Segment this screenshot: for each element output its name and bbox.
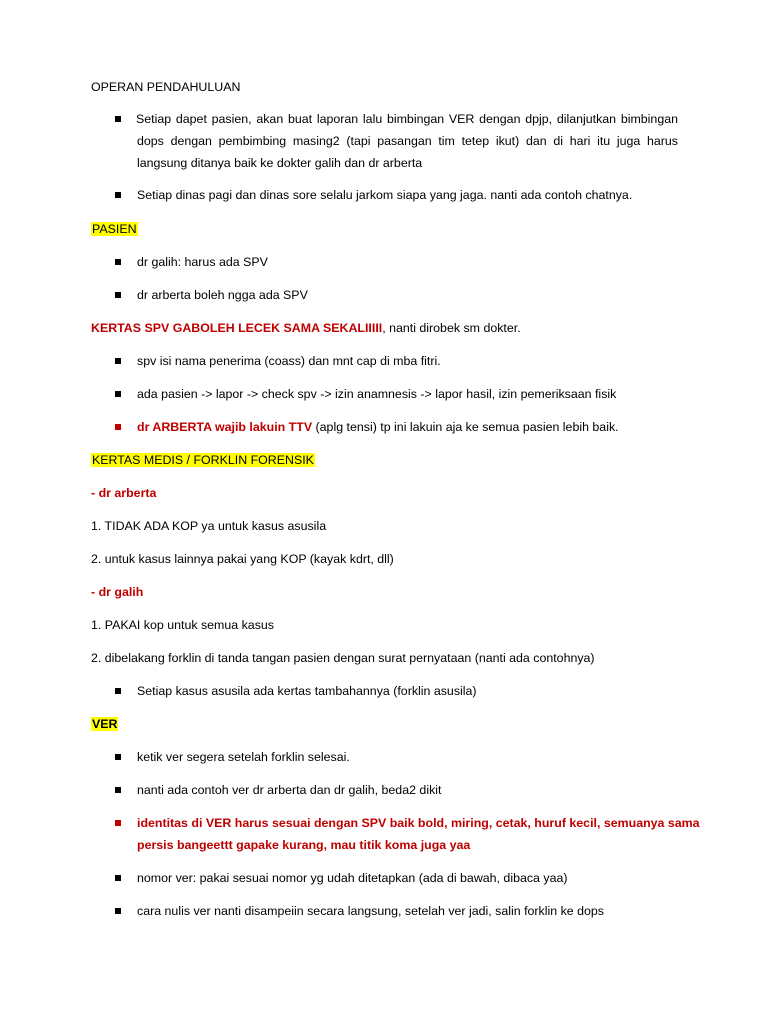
bullet-marker (115, 424, 121, 430)
section-heading-ver (91, 716, 118, 732)
kertas-spv-warning-rest: , nanti dirobek sm dokter. (382, 321, 521, 335)
kertas-spv-ttv (137, 419, 619, 435)
ver-item-identitas-line-1: identitas di VER harus sesuai dengan SPV baik bold, miring, cetak, huruf kecil, semuanya sama (137, 816, 700, 830)
intro-bullet-1-line-2: dops dengan pembimbing masing2 (tapi pasangan tim tetep ikut) dan di hari itu juga harus (137, 134, 678, 148)
galih-item: 1. PAKAI kop untuk semua kasus (91, 618, 274, 632)
ttv-red-text: dr ARBERTA wajib lakuin TTV (137, 420, 313, 434)
ver-item: ketik ver segera setelah forklin selesai. (137, 750, 350, 764)
intro-bullet-1-line-1: Setiap dapet pasien, akan buat laporan lalu bimbingan VER dengan dpjp, dilanjutkan bimbingan (136, 112, 678, 126)
section-heading-kertas-medis (91, 452, 315, 468)
bullet-marker (115, 358, 121, 364)
ver-heading: VER (92, 717, 118, 731)
bullet-marker (115, 754, 121, 760)
bullet-marker (115, 875, 121, 881)
kertas-medis-heading: KERTAS MEDIS / FORKLIN FORENSIK (92, 453, 314, 467)
ver-item: nomor ver: pakai sesuai nomor yg udah ditetapkan (ada di bawah, dibaca yaa) (137, 871, 568, 885)
bullet-marker (115, 688, 121, 694)
ttv-rest-text: (aplg tensi) tp ini lakuin aja ke semua pasien lebih baik. (312, 420, 619, 434)
kertas-spv-item: ada pasien -> lapor -> check spv -> izin anamnesis -> lapor hasil, izin pemeriksaan fisik (137, 387, 617, 401)
subheading-dr-arberta: - dr arberta (91, 486, 157, 500)
intro-bullet-2: Setiap dinas pagi dan dinas sore selalu jarkom siapa yang jaga. nanti ada contoh chatnya. (137, 188, 633, 202)
kertas-spv-warning (91, 320, 521, 336)
subheading-dr-galih: - dr galih (91, 585, 144, 599)
bullet-marker (115, 116, 121, 122)
bullet-marker (115, 259, 121, 265)
bullet-marker (115, 787, 121, 793)
arberta-item: 2. untuk kasus lainnya pakai yang KOP (kayak kdrt, dll) (91, 552, 394, 566)
document-title: OPERAN PENDAHULUAN (91, 80, 241, 94)
galih-item: 2. dibelakang forklin di tanda tangan pasien dengan surat pernyataan (nanti ada contohnya) (91, 651, 595, 665)
asusila-note: Setiap kasus asusila ada kertas tambahannya (forklin asusila) (137, 684, 477, 698)
bullet-marker (115, 292, 121, 298)
arberta-item: 1. TIDAK ADA KOP ya untuk kasus asusila (91, 519, 327, 533)
bullet-marker (115, 192, 121, 198)
kertas-spv-warning-red: KERTAS SPV GABOLEH LECEK SAMA SEKALIIIII (91, 321, 383, 335)
pasien-item: dr arberta boleh ngga ada SPV (137, 288, 308, 302)
pasien-heading: PASIEN (92, 222, 137, 236)
bullet-marker (115, 908, 121, 914)
pasien-item: dr galih: harus ada SPV (137, 255, 268, 269)
intro-bullet-1-line-3: langsung ditanya baik ke dokter galih dan dr arberta (137, 156, 423, 170)
bullet-marker (115, 820, 121, 826)
ver-item: cara nulis ver nanti disampeiin secara langsung, setelah ver jadi, salin forklin ke dops (137, 904, 604, 918)
ver-item: nanti ada contoh ver dr arberta dan dr galih, beda2 dikit (137, 783, 442, 797)
bullet-marker (115, 391, 121, 397)
kertas-spv-item: spv isi nama penerima (coass) dan mnt cap di mba fitri. (137, 354, 441, 368)
ver-item-identitas-line-2: persis bangeettt gapake kurang, mau titik koma juga yaa (137, 838, 471, 852)
section-heading-pasien (91, 221, 138, 237)
